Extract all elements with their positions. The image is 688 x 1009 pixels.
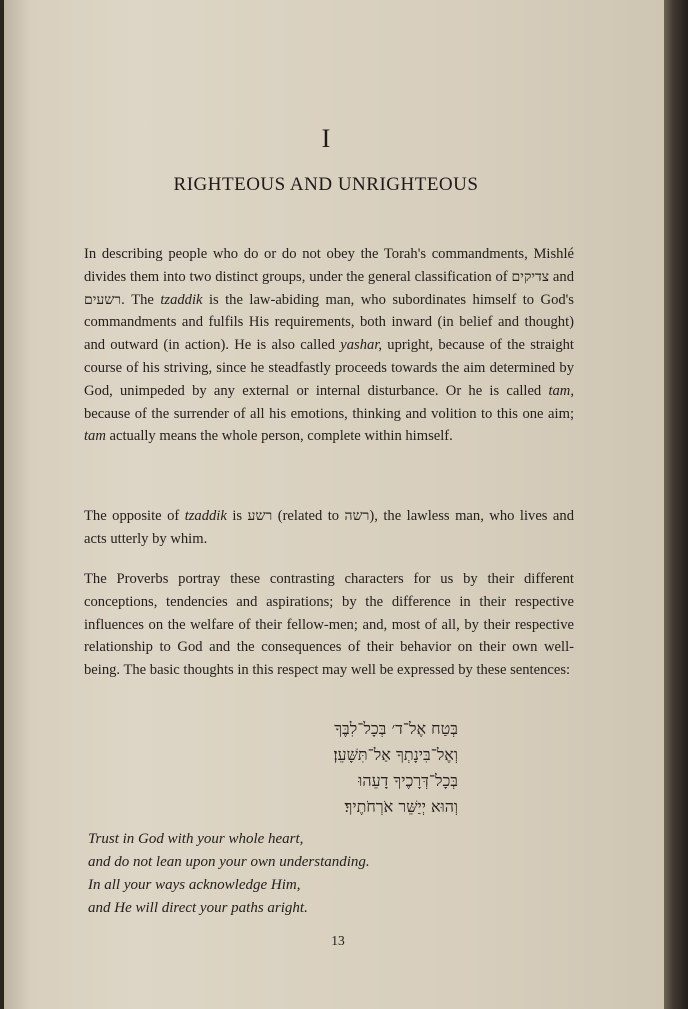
text-run: In describing people who do or do not obey the Torah's commandments, Mishlé divides them into two distinct groups, under the general classification of: [84, 246, 574, 285]
page-edge: [664, 0, 688, 1009]
hebrew-verse-line: וְהוּא יְיַשֵּׁר אֹרְחֹתֶיךָ׃: [344, 797, 458, 816]
hebrew-verse-line: בְּכָל־דְּרָכֶיךָ דָעֵהוּ: [358, 771, 458, 790]
text-run: actually means the whole person, complete within himself.: [105, 428, 453, 445]
text-run: upright, because of the straight course of his striving, since he steadfastly proceeds towards the aim determined by God, unimpeded by any external or internal disturbance. Or he is called: [84, 337, 574, 399]
italic-term: tam,: [548, 382, 574, 399]
italic-term: yashar,: [340, 337, 383, 354]
hebrew-verse-line: וְאֶל־בִּינָתְךָ אַל־תִּשָּׁעֵן׃: [333, 745, 458, 764]
translation-line: Trust in God with your whole heart,: [88, 831, 304, 847]
text-run: and: [549, 268, 574, 285]
verse-translation: [88, 828, 568, 920]
text-run: is the law-abiding man, who subordinates himself to God's commandments and fulfils His requirements, both inward (in belief and thought) and outward (in action). He is also called: [84, 291, 574, 354]
text-run: is: [226, 508, 248, 524]
paragraph-2: [84, 505, 574, 551]
hebrew-verse: [238, 716, 458, 820]
translation-line: and do not lean upon your own understanding.: [88, 854, 370, 870]
translation-line: In all your ways acknowledge Him,: [88, 877, 301, 893]
text-run: . The: [121, 291, 161, 308]
translation-line: and He will direct your paths aright.: [88, 900, 308, 916]
italic-term: tam: [84, 428, 106, 445]
hebrew-term: רשע: [247, 508, 273, 524]
hebrew-term: רשה: [344, 508, 370, 524]
italic-term: tzaddik: [160, 291, 203, 308]
page-number: 13: [331, 933, 345, 948]
text-run: The opposite of: [84, 508, 185, 524]
chapter-title: RIGHTEOUS AND UNRIGHTEOUS: [173, 174, 479, 195]
paragraph-3-text: The Proverbs portray these contrasting characters for us by their different conceptions, tendencies and aspirations; by the difference in their respective influences on the welfare of their fellow-men; and, most of all, by their respective relationship to God and the consequences of their behavior on their own well-being. The basic thoughts in this respect may well be expressed by these sentences:: [84, 571, 574, 679]
text-run: (related to: [272, 508, 345, 524]
hebrew-term: צדיקים: [511, 268, 550, 285]
text-run: because of the surrender of all his emotions, thinking and volition to this one aim;: [84, 405, 574, 422]
hebrew-term: רשעים: [84, 291, 122, 308]
italic-term: tzaddik: [184, 508, 227, 524]
hebrew-verse-line: בְּטַח אֶל־ד׳ בְּכָל־לִבֶּךָ: [334, 719, 458, 738]
paragraph-3: [84, 568, 574, 682]
text-run: ), the lawless man, who lives and acts utterly by whim.: [84, 508, 575, 547]
chapter-number: I: [321, 124, 331, 153]
paragraph-1: [84, 243, 574, 448]
